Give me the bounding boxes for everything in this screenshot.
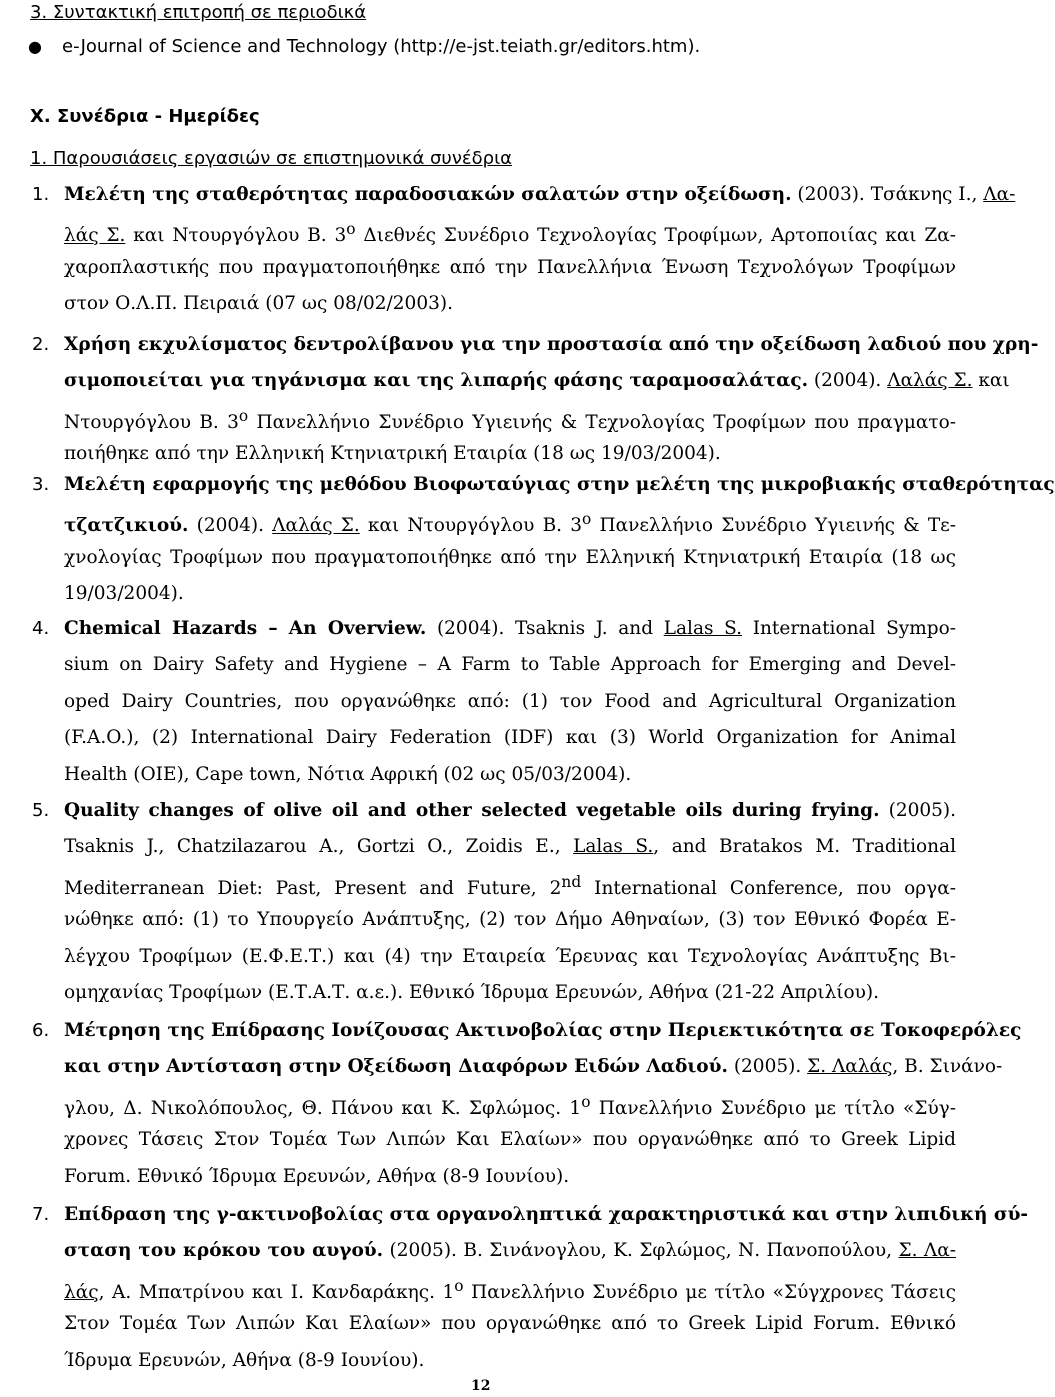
- item-text-line: Χρήση εκχυλίσματος δεντρολίβανου για την προστασία από την οξείδωση λαδιού που χρη-: [64, 334, 1039, 355]
- item-text-line: Forum. Εθνικό Ίδρυμα Ερευνών, Αθήνα (8-9 Ιουνίου).: [64, 1165, 570, 1187]
- item-text-line: Επίδραση της γ-ακτινοβολίας στα οργανοληπτικά χαρακτηριστικά και στην λιπιδική σύ-: [64, 1204, 1029, 1225]
- item-text-line: Μελέτη εφαρμογής της μεθόδου Βιοφωταύγιας στην μελέτη της μικροβιακής σταθερότητας: [64, 474, 1055, 495]
- page-number: 12: [471, 1378, 491, 1394]
- item-number: 5.: [32, 800, 50, 821]
- item-text-line: oped Dairy Countries, που οργανώθηκε από: (1) τον Food and Agricultural Organization: [64, 690, 956, 712]
- item-text-line: χνολογίας Τροφίμων που πραγματοποιήθηκε από την Ελληνική Κτηνιατρική Εταιρία (18 ως: [64, 546, 956, 568]
- item-text-line: χρονες Τάσεις Στον Τομέα Των Λιπών Και Ελαίων» που οργανώθηκε από το Greek Lipid: [64, 1129, 956, 1151]
- item-text-line: χαροπλαστικής που πραγματοποιήθηκε από την Πανελλήνια Ένωση Τεχνολόγων Τροφίμων: [64, 256, 956, 278]
- section-title: 3. Συντακτική επιτροπή σε περιοδικά: [30, 2, 367, 23]
- item-text-line: λάς, Α. Μπατρίνου και Ι. Κανδαράκης. $1^o$ Πανελλήνιο Συνέδριο με τίτλο «Σύγχρονες Τάσεις: [64, 1276, 956, 1303]
- item-text-line: Μελέτη της σταθερότητας παραδοσιακών σαλατών στην οξείδωση. (2003). Τσάκνης Ι., Λα-: [64, 184, 1016, 205]
- item-text-line: σταση του κρόκου του αυγού. (2005). Β. Σινάνογλου, Κ. Σφλώμος, Ν. Πανοπούλου, Σ. Λα-: [64, 1240, 956, 1262]
- item-number: 3.: [32, 474, 50, 495]
- item-number: 4.: [32, 618, 50, 639]
- item-text-line: ομηχανίας Τροφίμων (Ε.Τ.Α.Τ. α.ε.). Εθνικό Ίδρυμα Ερευνών, Αθήνα (21-22 Απριλίου).: [64, 982, 880, 1003]
- item-text-line: νώθηκε από: (1) τo Υπουργείο Ανάπτυξης, (2) τον Δήμο Αθηναίων, (3) τον Εθνικό Φορέα Ε-: [64, 909, 956, 931]
- journal-bullet-item: ● e-Journal of Science and Technology (http://e-jst.teiath.gr/editors.htm).: [28, 36, 701, 57]
- item-number: 1.: [32, 184, 50, 205]
- item-text-line: Ντουργόγλου Β. $3^o$ Πανελλήνιο Συνέδριο Υγιεινής & Τεχνολογίας Τροφίμων που πραγματο-: [64, 406, 956, 433]
- item-text-line: 19/03/2004).: [64, 583, 184, 605]
- item-text-line: Ίδρυμα Ερευνών, Αθήνα (8-9 Ιουνίου).: [64, 1349, 425, 1371]
- bullet-icon: ●: [28, 37, 42, 56]
- item-text-line: Tsaknis J., Chatzilazarou A., Gortzi O., Zoidis E., Lalas S., and Bratakos M. Traditional: [64, 836, 957, 858]
- item-text-line: Chemical Hazards – An Overview. (2004). Tsaknis J. and Lalas S. International Sympo-: [64, 618, 957, 639]
- item-text-line: (F.A.O.), (2) International Dairy Federation (IDF) και (3) World Organization for Animal: [64, 727, 956, 749]
- item-text-line: Quality changes of olive oil and other selected vegetable oils during frying. (2005).: [64, 800, 957, 821]
- item-text-line: Μέτρηση της Επίδρασης Ιονίζουσας Ακτινοβολίας στην Περιεκτικότητα σε Τοκοφερόλες: [64, 1020, 1022, 1041]
- item-text-line: σιμοποιείται για τηγάνισμα και της λιπαρής φάσης ταραμοσαλάτας. (2004). Λαλάς Σ. και: [64, 370, 1010, 392]
- item-text-line: λάς Σ. και Ντουργόγλου Β. $3^o$ Διεθνές Συνέδριο Τεχνολογίας Τροφίμων, Αρτοποιίας και Ζα-: [64, 220, 956, 247]
- item-text-line: γλου, Δ. Νικολόπουλος, Θ. Πάνου και Κ. Σφλώμος. $1^o$ Πανελλήνιο Συνέδριο με τίτλο «Σύγ-: [64, 1092, 956, 1119]
- section-heading: Χ. Συνέδρια - Ημερίδες: [30, 106, 260, 127]
- subsection-heading: 1. Παρουσιάσεις εργασιών σε επιστημονικά συνέδρια: [30, 148, 513, 169]
- item-text-line: και στην Αντίσταση στην Οξείδωση Διαφόρων Ειδών Λαδιού. (2005). Σ. Λαλάς, Β. Σινάνο-: [64, 1056, 1003, 1078]
- item-number: 2.: [32, 334, 50, 355]
- item-text-line: sium on Dairy Safety and Hygiene – A Farm to Table Approach for Emerging and Devel-: [64, 654, 956, 676]
- item-number: 7.: [32, 1204, 50, 1225]
- item-text-line: λέγχου Τροφίμων (Ε.Φ.Ε.Τ.) και (4) την Εταιρεία Έρευνας και Τεχνολογίας Ανάπτυξης Βι-: [64, 945, 956, 967]
- item-number: 6.: [32, 1020, 50, 1041]
- item-text-line: τζατζικιού. (2004). Λαλάς Σ. και Ντουργόγλου Β. $3^o$ Πανελλήνιο Συνέδριο Υγιεινής & Τε-: [64, 510, 956, 537]
- item-text-line: Health (OIE), Cape town, Νότια Αφρική (02 ως 05/03/2004).: [64, 763, 632, 785]
- item-text-line: Mediterranean Diet: Past, Present and Future, 2nd International Conference, που οργα-: [64, 872, 956, 899]
- item-text-line: Στον Τομέα Των Λιπών Και Ελαίων» που οργανώθηκε από το Greek Lipid Forum. Εθνικό: [64, 1313, 956, 1335]
- item-text-line: ποιήθηκε από την Ελληνική Κτηνιατρική Εταιρία (18 ως 19/03/2004).: [64, 443, 721, 465]
- item-text-line: στον Ο.Λ.Π. Πειραιά (07 ως 08/02/2003).: [64, 293, 453, 315]
